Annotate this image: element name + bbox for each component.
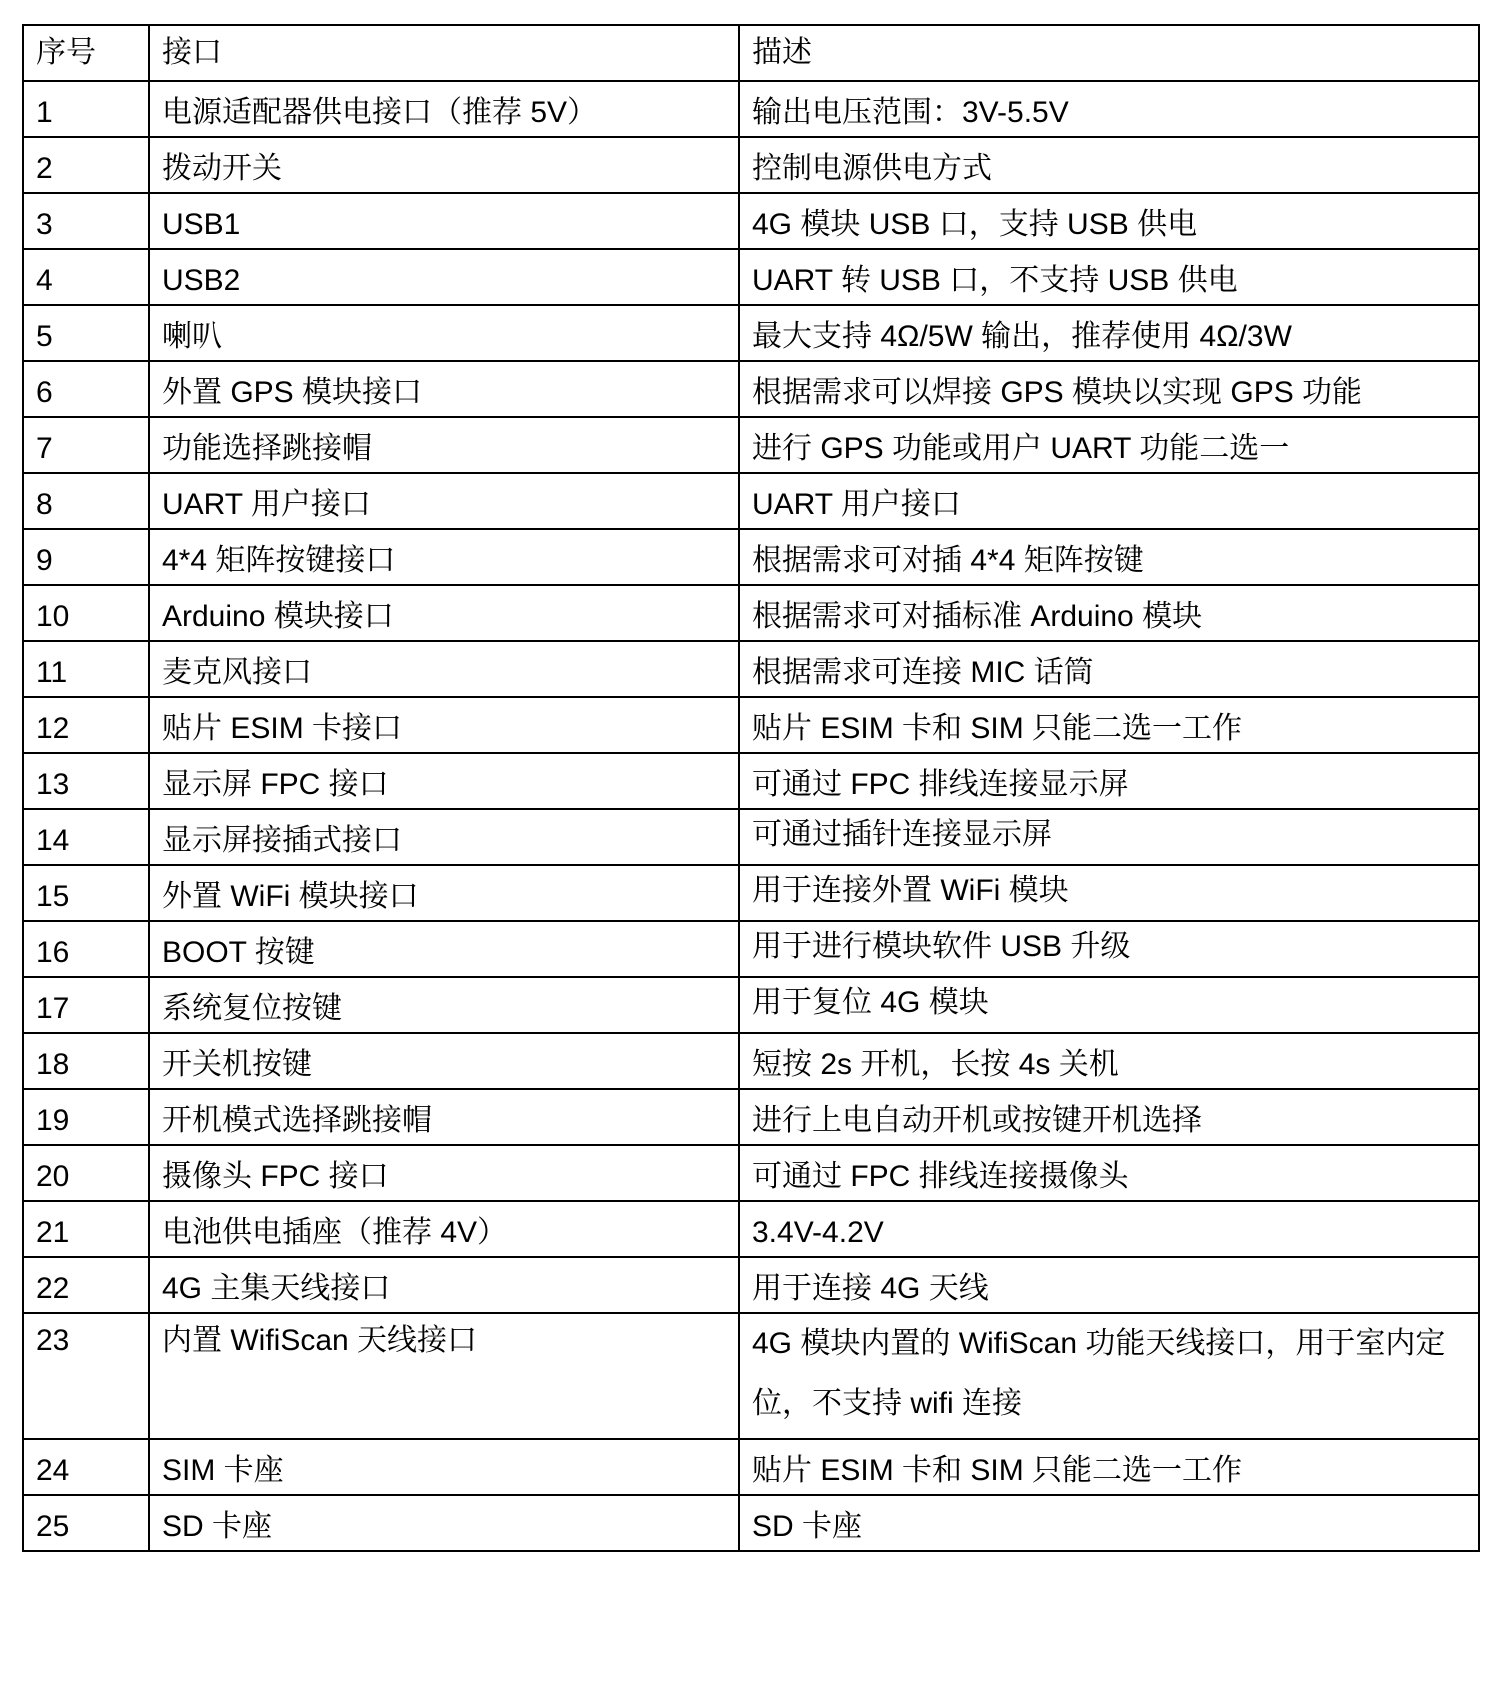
table-row xyxy=(23,865,1479,921)
table-row xyxy=(23,529,1479,585)
table-row xyxy=(23,417,1479,473)
table-row xyxy=(23,1089,1479,1145)
cell-description: 根据需求可对插 4*4 矩阵按键 xyxy=(739,529,1479,585)
table-row xyxy=(23,1145,1479,1201)
cell-interface: 系统复位按键 xyxy=(149,977,739,1033)
cell-number: 22 xyxy=(23,1257,149,1313)
cell-description: 用于进行模块软件 USB 升级 xyxy=(739,921,1479,977)
cell-description: 4G 模块 USB 口，支持 USB 供电 xyxy=(739,193,1479,249)
cell-description: 用于连接 4G 天线 xyxy=(739,1257,1479,1313)
cell-interface: 外置 GPS 模块接口 xyxy=(149,361,739,417)
cell-interface: SD 卡座 xyxy=(149,1495,739,1551)
cell-description: 用于连接外置 WiFi 模块 xyxy=(739,865,1479,921)
cell-interface: 拨动开关 xyxy=(149,137,739,193)
cell-interface: 功能选择跳接帽 xyxy=(149,417,739,473)
cell-number: 10 xyxy=(23,585,149,641)
table-row xyxy=(23,1033,1479,1089)
cell-description: 根据需求可以焊接 GPS 模块以实现 GPS 功能 xyxy=(739,361,1479,417)
cell-description: 控制电源供电方式 xyxy=(739,137,1479,193)
cell-number: 14 xyxy=(23,809,149,865)
cell-interface: UART 用户接口 xyxy=(149,473,739,529)
cell-description: 输出电压范围：3V-5.5V xyxy=(739,81,1479,137)
cell-number: 6 xyxy=(23,361,149,417)
header-number: 序号 xyxy=(23,25,149,81)
cell-description: UART 转 USB 口，不支持 USB 供电 xyxy=(739,249,1479,305)
cell-description: 4G 模块内置的 WifiScan 功能天线接口，用于室内定位，不支持 wifi 连接 xyxy=(739,1313,1479,1439)
cell-interface: 显示屏 FPC 接口 xyxy=(149,753,739,809)
cell-interface: 4*4 矩阵按键接口 xyxy=(149,529,739,585)
cell-interface: SIM 卡座 xyxy=(149,1439,739,1495)
cell-description: 最大支持 4Ω/5W 输出，推荐使用 4Ω/3W xyxy=(739,305,1479,361)
cell-description: 3.4V-4.2V xyxy=(739,1201,1479,1257)
cell-description: 可通过 FPC 排线连接显示屏 xyxy=(739,753,1479,809)
cell-interface: USB1 xyxy=(149,193,739,249)
cell-interface: 4G 主集天线接口 xyxy=(149,1257,739,1313)
cell-number: 12 xyxy=(23,697,149,753)
cell-number: 20 xyxy=(23,1145,149,1201)
cell-interface: USB2 xyxy=(149,249,739,305)
cell-number: 8 xyxy=(23,473,149,529)
header-description: 描述 xyxy=(739,25,1479,81)
cell-number: 23 xyxy=(23,1313,149,1439)
table-row xyxy=(23,641,1479,697)
cell-number: 16 xyxy=(23,921,149,977)
cell-interface: 显示屏接插式接口 xyxy=(149,809,739,865)
cell-number: 24 xyxy=(23,1439,149,1495)
table-row xyxy=(23,1257,1479,1313)
table-row xyxy=(23,809,1479,865)
cell-interface: 内置 WifiScan 天线接口 xyxy=(149,1313,739,1439)
cell-number: 15 xyxy=(23,865,149,921)
cell-number: 18 xyxy=(23,1033,149,1089)
table-row xyxy=(23,137,1479,193)
cell-number: 4 xyxy=(23,249,149,305)
cell-description: 可通过插针连接显示屏 xyxy=(739,809,1479,865)
cell-number: 3 xyxy=(23,193,149,249)
table-row xyxy=(23,921,1479,977)
cell-number: 19 xyxy=(23,1089,149,1145)
cell-description: 根据需求可连接 MIC 话筒 xyxy=(739,641,1479,697)
cell-description: 用于复位 4G 模块 xyxy=(739,977,1479,1033)
cell-number: 7 xyxy=(23,417,149,473)
cell-number: 17 xyxy=(23,977,149,1033)
table-row xyxy=(23,1313,1479,1439)
cell-description: 贴片 ESIM 卡和 SIM 只能二选一工作 xyxy=(739,1439,1479,1495)
table-row xyxy=(23,1439,1479,1495)
cell-interface: BOOT 按键 xyxy=(149,921,739,977)
cell-interface: Arduino 模块接口 xyxy=(149,585,739,641)
cell-number: 1 xyxy=(23,81,149,137)
table-row xyxy=(23,473,1479,529)
cell-description: 短按 2s 开机，长按 4s 关机 xyxy=(739,1033,1479,1089)
table-row xyxy=(23,249,1479,305)
cell-description: 进行上电自动开机或按键开机选择 xyxy=(739,1089,1479,1145)
cell-number: 11 xyxy=(23,641,149,697)
table-row xyxy=(23,753,1479,809)
cell-interface: 电源适配器供电接口（推荐 5V） xyxy=(149,81,739,137)
table-row xyxy=(23,1495,1479,1551)
table-row xyxy=(23,193,1479,249)
table-row xyxy=(23,977,1479,1033)
cell-interface: 外置 WiFi 模块接口 xyxy=(149,865,739,921)
cell-number: 21 xyxy=(23,1201,149,1257)
header-interface: 接口 xyxy=(149,25,739,81)
cell-interface: 麦克风接口 xyxy=(149,641,739,697)
table-row xyxy=(23,697,1479,753)
table-row xyxy=(23,81,1479,137)
interface-table xyxy=(22,24,1480,1552)
table-row xyxy=(23,1201,1479,1257)
table-row xyxy=(23,305,1479,361)
cell-number: 5 xyxy=(23,305,149,361)
cell-description: SD 卡座 xyxy=(739,1495,1479,1551)
cell-interface: 开机模式选择跳接帽 xyxy=(149,1089,739,1145)
cell-interface: 电池供电插座（推荐 4V） xyxy=(149,1201,739,1257)
table-row xyxy=(23,361,1479,417)
cell-description: UART 用户接口 xyxy=(739,473,1479,529)
table-row xyxy=(23,585,1479,641)
table-header-row xyxy=(23,25,1479,81)
cell-description: 根据需求可对插标准 Arduino 模块 xyxy=(739,585,1479,641)
cell-interface: 摄像头 FPC 接口 xyxy=(149,1145,739,1201)
cell-interface: 开关机按键 xyxy=(149,1033,739,1089)
cell-number: 13 xyxy=(23,753,149,809)
cell-number: 2 xyxy=(23,137,149,193)
cell-description: 进行 GPS 功能或用户 UART 功能二选一 xyxy=(739,417,1479,473)
cell-interface: 喇叭 xyxy=(149,305,739,361)
cell-number: 9 xyxy=(23,529,149,585)
table-body xyxy=(23,81,1479,1551)
cell-interface: 贴片 ESIM 卡接口 xyxy=(149,697,739,753)
cell-number: 25 xyxy=(23,1495,149,1551)
cell-description: 可通过 FPC 排线连接摄像头 xyxy=(739,1145,1479,1201)
cell-description: 贴片 ESIM 卡和 SIM 只能二选一工作 xyxy=(739,697,1479,753)
